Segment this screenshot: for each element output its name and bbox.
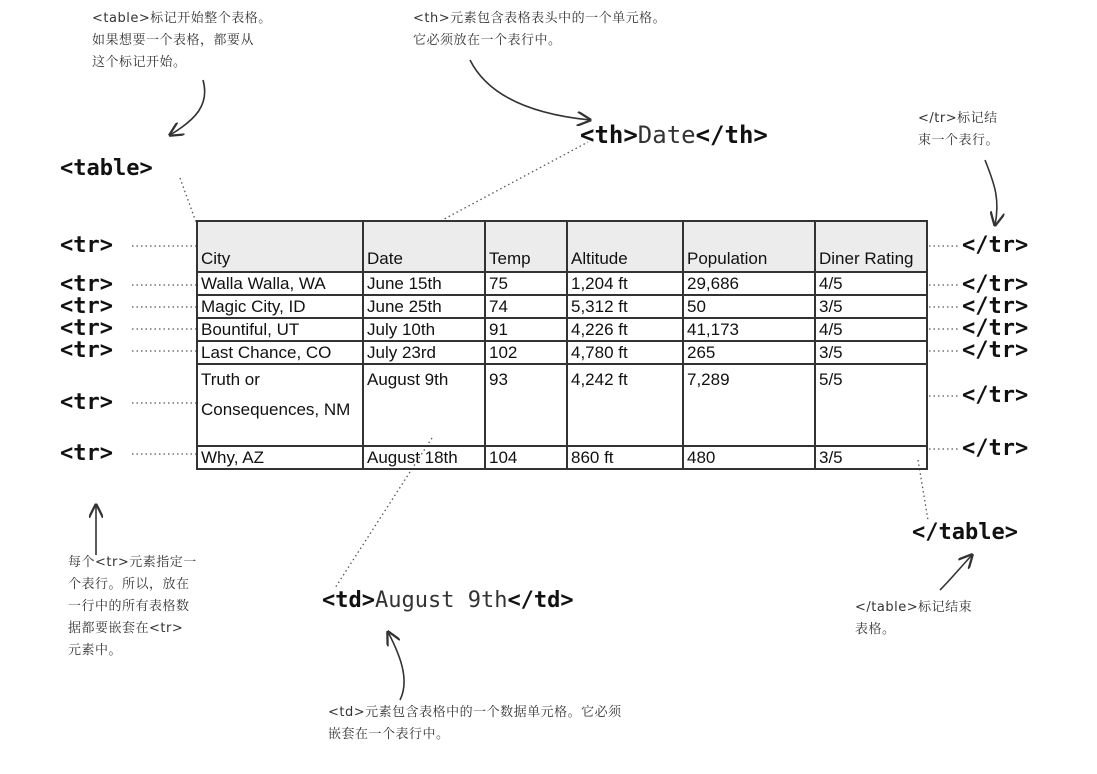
table-cell: 4,226 ft bbox=[567, 318, 683, 341]
th-open-tag: <th> bbox=[580, 121, 638, 149]
table-cell: July 23rd bbox=[363, 341, 485, 364]
header-cell-diner-rating: Diner Rating bbox=[815, 221, 927, 272]
table-cell: Magic City, ID bbox=[197, 295, 363, 318]
table-cell: 4,242 ft bbox=[567, 364, 683, 446]
note-table-start: <table>标记开始整个表格。 如果想要一个表格，都要从 这个标记开始。 bbox=[92, 11, 272, 70]
note-th: <th>元素包含表格表头中的一个单元格。 它必须放在一个表行中。 bbox=[413, 11, 667, 48]
table-cell: 5,312 ft bbox=[567, 295, 683, 318]
tr-close-tag: </tr> bbox=[962, 383, 1029, 408]
table-cell: 91 bbox=[485, 318, 567, 341]
table-cell: 3/5 bbox=[815, 446, 927, 469]
note-tr: 每个<tr>元素指定一 个表行。所以，放在 一行中的所有表格数 据都要嵌套在<tr> 元素中。 bbox=[68, 555, 197, 658]
td-close-tag: </td> bbox=[507, 588, 574, 613]
table-cell: Walla Walla, WA bbox=[197, 272, 363, 295]
table-cell: 4/5 bbox=[815, 318, 927, 341]
table-cell: 4,780 ft bbox=[567, 341, 683, 364]
td-example-text: August 9th bbox=[374, 588, 508, 613]
table-cell: 41,173 bbox=[683, 318, 815, 341]
note-tr-end: </tr>标记结 束一个表行。 bbox=[918, 111, 1000, 148]
table-cell: Last Chance, CO bbox=[197, 341, 363, 364]
header-cell-date: Date bbox=[363, 221, 485, 272]
arrow-td bbox=[388, 632, 404, 700]
tr-open-tag: <tr> bbox=[60, 233, 113, 258]
table-cell: 104 bbox=[485, 446, 567, 469]
th-close-tag: </th> bbox=[695, 121, 768, 149]
td-example bbox=[322, 590, 574, 612]
table-cell: June 25th bbox=[363, 295, 485, 318]
table-row bbox=[197, 446, 927, 469]
table-row bbox=[197, 295, 927, 318]
header-cell-city: City bbox=[197, 221, 363, 272]
table-row bbox=[197, 272, 927, 295]
tr-close-tag: </tr> bbox=[962, 294, 1029, 319]
table-cell: August 9th bbox=[363, 364, 485, 446]
header-cell-altitude: Altitude bbox=[567, 221, 683, 272]
header-cell-temp: Temp bbox=[485, 221, 567, 272]
tr-open-tag: <tr> bbox=[60, 272, 113, 297]
table-cell: 29,686 bbox=[683, 272, 815, 295]
table-cell: 265 bbox=[683, 341, 815, 364]
table-cell: 75 bbox=[485, 272, 567, 295]
tr-open-tag: <tr> bbox=[60, 316, 113, 341]
table-cell: 93 bbox=[485, 364, 567, 446]
header-row bbox=[197, 221, 927, 272]
arrow-table-start bbox=[170, 80, 205, 135]
th-example-text: Date bbox=[637, 121, 696, 149]
table-cell: 860 ft bbox=[567, 446, 683, 469]
tr-open-tag: <tr> bbox=[60, 338, 113, 363]
table-row bbox=[197, 318, 927, 341]
tr-close-tag: </tr> bbox=[962, 233, 1029, 258]
header-cell-population: Population bbox=[683, 221, 815, 272]
table-cell: 74 bbox=[485, 295, 567, 318]
arrow-tr-end bbox=[985, 160, 997, 225]
table-cell: Why, AZ bbox=[197, 446, 363, 469]
arrow-th bbox=[470, 60, 590, 120]
table-cell: June 15th bbox=[363, 272, 485, 295]
note-td: <td>元素包含表格中的一个数据单元格。它必须 嵌套在一个表行中。 bbox=[328, 705, 622, 742]
table-cell: 1,204 ft bbox=[567, 272, 683, 295]
th-example bbox=[580, 121, 768, 149]
table-cell: 102 bbox=[485, 341, 567, 364]
td-open-tag: <td> bbox=[322, 588, 375, 613]
tr-close-tag: </tr> bbox=[962, 316, 1029, 341]
tr-close-tag: </tr> bbox=[962, 338, 1029, 363]
table-cell: 480 bbox=[683, 446, 815, 469]
table-cell: July 10th bbox=[363, 318, 485, 341]
tr-close-tag: </tr> bbox=[962, 272, 1029, 297]
table-row bbox=[197, 364, 927, 446]
table-cell: 50 bbox=[683, 295, 815, 318]
table-cell: Truth or Consequences, NM bbox=[197, 364, 363, 446]
tr-open-tag: <tr> bbox=[60, 390, 113, 415]
table-cell: August 18th bbox=[363, 446, 485, 469]
table-cell: 7,289 bbox=[683, 364, 815, 446]
table-cell: 4/5 bbox=[815, 272, 927, 295]
arrow-table-end bbox=[940, 555, 972, 590]
table-open-tag: <table> bbox=[60, 156, 153, 181]
table-row bbox=[197, 341, 927, 364]
tr-close-tag: </tr> bbox=[962, 436, 1029, 461]
table-cell: 3/5 bbox=[815, 295, 927, 318]
table-close-tag: </table> bbox=[912, 520, 1018, 545]
table-cell: 3/5 bbox=[815, 341, 927, 364]
example-table bbox=[196, 220, 928, 470]
tr-open-tag: <tr> bbox=[60, 441, 113, 466]
note-table-end: </table>标记结束 表格。 bbox=[855, 600, 973, 637]
table-cell: 5/5 bbox=[815, 364, 927, 446]
table-cell: Bountiful, UT bbox=[197, 318, 363, 341]
tr-open-tag: <tr> bbox=[60, 294, 113, 319]
